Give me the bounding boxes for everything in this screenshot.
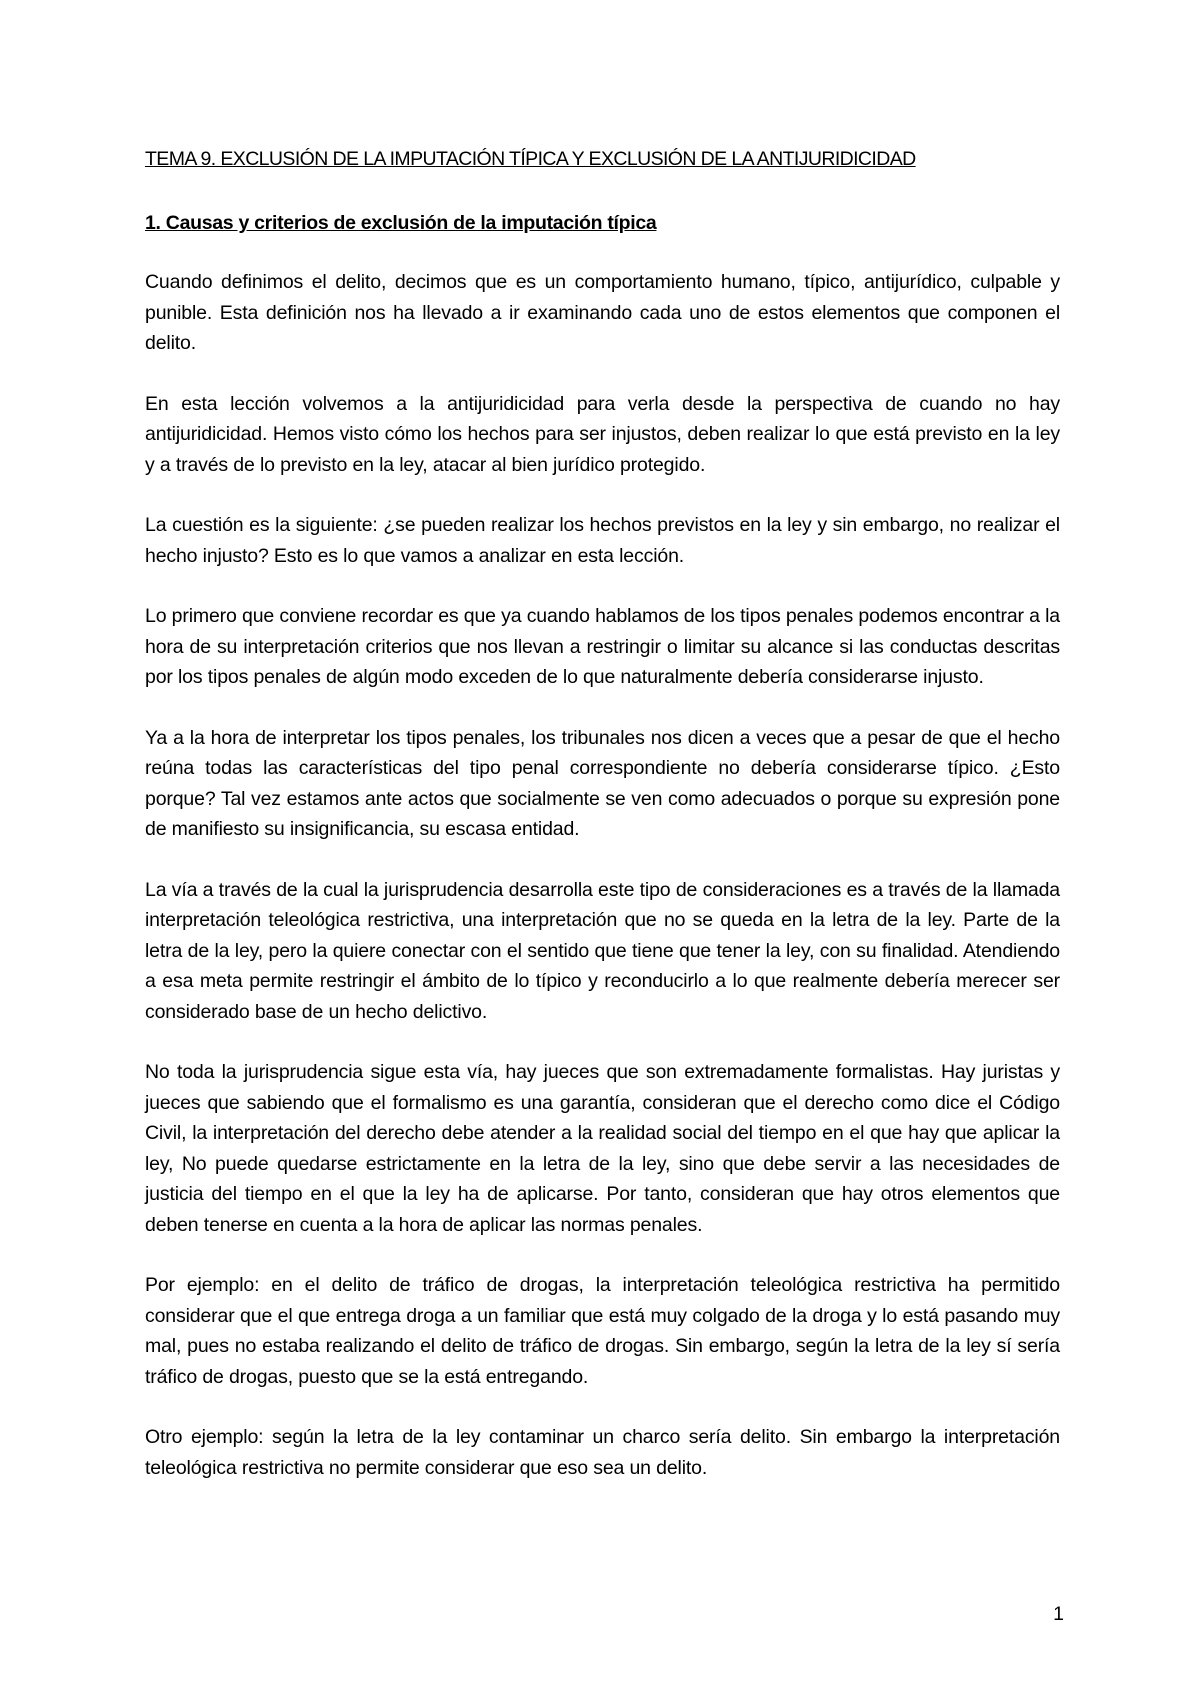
document-title: TEMA 9. EXCLUSIÓN DE LA IMPUTACIÓN TÍPICA Y EXCLUSIÓN DE LA ANTIJURIDICIDAD [145,148,916,170]
paragraph: Ya a la hora de interpretar los tipos penales, los tribunales nos dicen a veces que a pesar de que el hecho reúna todas las características del tipo penal correspondiente no debería considerarse típico. ¿Esto porque? Tal vez estamos ante actos que socialmente se ven como adecuados o porque su expresión pone de manifiesto su insignificancia, su escasa entidad. [145,726,1060,840]
paragraph: Lo primero que conviene recordar es que ya cuando hablamos de los tipos penales podemos encontrar a la hora de su interpretación criterios que nos llevan a restringir o limitar su alcance si las conductas descritas por los tipos penales de algún modo exceden de lo que naturalmente debería considerarse injusto. [145,605,1060,688]
page-number: 1 [1053,1603,1064,1625]
paragraph: La vía a través de la cual la jurisprudencia desarrolla este tipo de consideraciones es a través de la llamada interpretación teleológica restrictiva, una interpretación que no se queda en la letra de la ley. Parte de la letra de la ley, pero la quiere conectar con el sentido que tiene que tener la ley, con su finalidad. Atendiendo a esa meta permite restringir el ámbito de lo típico y reconducirlo a lo que realmente debería merecer ser considerado base de un hecho delictivo. [145,878,1060,1023]
document-body [145,145,1060,1513]
paragraph: Otro ejemplo: según la letra de la ley contaminar un charco sería delito. Sin embargo la interpretación teleológica restrictiva no permite considerar que eso sea un delito. [145,1426,1060,1479]
paragraph: Por ejemplo: en el delito de tráfico de drogas, la interpretación teleológica restrictiva ha permitido considerar que el que entrega droga a un familiar que está muy colgado de la droga y lo está pasando muy mal, pues no estaba realizando el delito de tráfico de drogas. Sin embargo, según la letra de la ley sí sería tráfico de drogas, puesto que se la está entregando. [145,1274,1060,1388]
paragraph: La cuestión es la siguiente: ¿se pueden realizar los hechos previstos en la ley y sin embargo, no realizar el hecho injusto? Esto es lo que vamos a analizar en esta lección. [145,514,1060,567]
section-heading: 1. Causas y criterios de exclusión de la imputación típica [145,212,657,234]
paragraph: No toda la jurisprudencia sigue esta vía, hay jueces que son extremadamente formalistas. Hay juristas y jueces que sabiendo que el formalismo es una garantía, consideran que el derecho como dice el Código Civil, la interpretación del derecho debe atender a la realidad social del tiempo en el que hay que aplicar la ley, No puede quedarse estrictamente en la letra de la ley, sino que debe servir a las necesidades de justicia del tiempo en el que la ley ha de aplicarse. Por tanto, consideran que hay otros elementos que deben tenerse en cuenta a la hora de aplicar las normas penales. [145,1061,1060,1236]
paragraph: Cuando definimos el delito, decimos que es un comportamiento humano, típico, antijurídico, culpable y punible. Esta definición nos ha llevado a ir examinando cada uno de estos elementos que componen el delito. [145,271,1060,354]
paragraph: En esta lección volvemos a la antijuridicidad para verla desde la perspectiva de cuando no hay antijuridicidad. Hemos visto cómo los hechos para ser injustos, deben realizar lo que está previsto en la ley y a través de lo previsto en la ley, atacar al bien jurídico protegido. [145,392,1060,476]
